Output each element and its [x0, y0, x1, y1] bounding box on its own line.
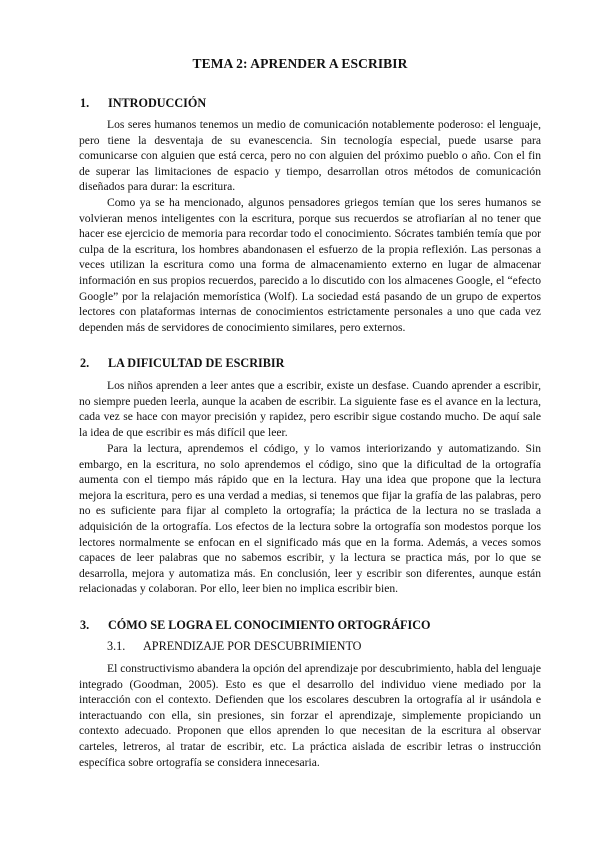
paragraph: Los seres humanos tenemos un medio de comunicación notablemente poderoso: el lenguaje, pero tiene la desventaja de su evanescencia. Sin tecnología especial, puede usarse para comunicarse con alguien que está cerca, pero no con alguien del próximo pueblo o año. Con el fin de superar las limitaciones de espacio y tiempo, desarrollan otros métodos de comunicación diseñados para durar: la escritura. — [79, 118, 541, 194]
subsection-heading — [107, 639, 362, 654]
section-heading-conocimiento — [80, 618, 430, 633]
section-heading-dificultad — [80, 356, 284, 371]
section-heading-introduccion — [80, 96, 206, 111]
subsection-title: APRENDIZAJE POR DESCUBRIMIENTO — [143, 639, 362, 653]
paragraph: Los niños aprenden a leer antes que a escribir, existe un desfase. Cuando aprender a escribir, no siempre pueden leerla, aunque la acaben de escribir. La siguiente fase es el avance en la lectura, cada vez se hace con mayor precisión y rapidez, pero escribir sigue costando mucho. De aquí sale la idea de que escribir es más difícil que leer. — [79, 379, 541, 439]
paragraph: El constructivismo abandera la opción del aprendizaje por descubrimiento, habla del lenguaje integrado (Goodman, 2005). Esto es que el desarrollo del individuo viene mediado por la interacción con el contexto. Defienden que los escolares descubren la ortografía al ir usándola e interactuando con ella, sin presiones, sin forzar el aprendizaje, simplemente propiciando un contexto adecuado. Proponen que ellos aprenden lo que necesitan de la escritura al observar carteles, letreros, al tratar de escribir, etc. La práctica aislada de escribir letras o instrucción específica sobre ortografía se considera innecesaria. — [79, 662, 541, 769]
section-number: 2. — [80, 356, 90, 370]
subsection-number: 3.1. — [107, 639, 126, 653]
document-title: TEMA 2: APRENDER A ESCRIBIR — [192, 56, 408, 71]
section-title: CÓMO SE LOGRA EL CONOCIMIENTO ORTOGRÁFICO — [108, 618, 431, 632]
paragraph: Como ya se ha mencionado, algunos pensadores griegos temían que los seres humanos se volvieran menos inteligentes con la escritura, porque sus recuerdos se atrofiarían al no tener que hacer ese ejercicio de memoria para recordar todo el conocimiento. Sócrates también temía que por culpa de la escritura, los hombres abandonasen el esfuerzo de la propia reflexión. Las personas a veces utilizan la escritura como una forma de almacenamiento externo en lugar de almacenar información en sus propios recuerdos, parecido a lo discutido con los almacenes Google, el “efecto Google” por la relajación memorística (Wolf). La sociedad está pasando de un grupo de expertos lectores con plataformas internas de conocimientos estrictamente personales a uno que cada vez dependen más de servidores de conocimiento similares, pero externos. — [79, 196, 541, 334]
section-title: LA DIFICULTAD DE ESCRIBIR — [108, 356, 285, 370]
section-number: 1. — [80, 96, 90, 110]
section-number: 3. — [80, 618, 90, 632]
section-title: INTRODUCCIÓN — [108, 96, 207, 110]
paragraph: Para la lectura, aprendemos el código, y lo vamos interiorizando y automatizando. Sin embargo, en la escritura, no solo aprendemos el código, sino que la dificultad de la ortografía aumenta con el tiempo más rápido que en la lectura. Hay una idea que propone que la lectura mejora la escritura, pero es una verdad a medias, si tenemos que fijar la grafía de las palabras, pero no es suficiente para fijar al completo la ortografía; la práctica de la lectura no se traslada a adquisición de la ortografía. Los efectos de la lectura sobre la ortografía son modestos porque los lectores normalmente se enfocan en el significado más que en la forma. Además, a veces somos capaces de leer palabras que no sabemos escribir, y la lectura se practica más, por lo que se desarrolla, mejora y automatiza más. En conclusión, leer y escribir son diferentes, aunque están relacionadas y colaboran. Por ello, leer bien no implica escribir bien. — [79, 442, 541, 596]
